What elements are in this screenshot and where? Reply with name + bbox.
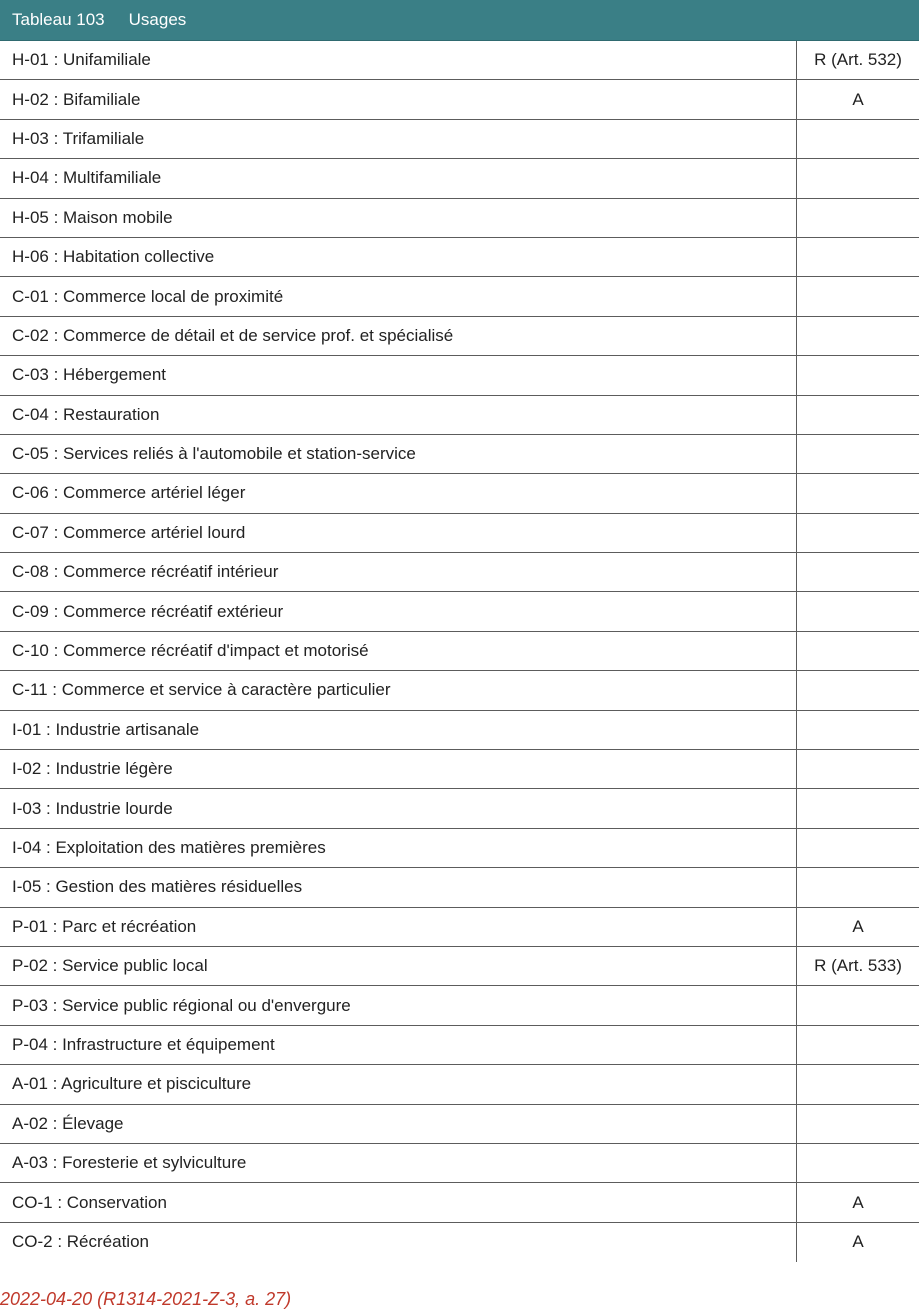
usage-label: I-01 : Industrie artisanale [0,711,797,749]
table-row [0,868,919,907]
table-row [0,317,919,356]
table-row [0,750,919,789]
usage-value: A [852,1232,864,1252]
table-title: Usages [128,10,187,29]
table-row [0,711,919,750]
usage-label: H-06 : Habitation collective [0,238,797,276]
usage-label: C-01 : Commerce local de proximité [0,277,797,315]
usage-value [797,514,919,552]
usage-label: C-11 : Commerce et service à caractère particulier [0,671,797,709]
usage-value [797,592,919,630]
usage-value [797,789,919,827]
usage-label: C-06 : Commerce artériel léger [0,474,797,512]
usage-label: I-04 : Exploitation des matières premières [0,829,797,867]
table-row [0,829,919,868]
usage-value [797,1026,919,1064]
table-row [0,592,919,631]
usage-value [797,1144,919,1182]
usage-value [797,199,919,237]
table-number: Tableau 103 [12,10,105,29]
usage-label: H-05 : Maison mobile [0,199,797,237]
usage-value [797,277,919,315]
table-row [0,514,919,553]
table-row [0,789,919,828]
usage-label: I-03 : Industrie lourde [0,789,797,827]
usage-value [797,317,919,355]
usage-value [797,238,919,276]
table-row [0,159,919,198]
usage-value: A [852,89,864,109]
usage-label: P-03 : Service public régional ou d'envergure [0,986,797,1024]
table-row [0,277,919,316]
table-row [0,1026,919,1065]
table-row [0,908,919,947]
usage-value [797,986,919,1024]
table-row [0,1144,919,1183]
table-row [0,356,919,395]
usage-value: A [852,916,864,936]
usage-label: I-05 : Gestion des matières résiduelles [0,868,797,906]
usage-value [797,671,919,709]
usage-label: C-05 : Services reliés à l'automobile et station-service [0,435,797,473]
usage-label: C-10 : Commerce récréatif d'impact et motorisé [0,632,797,670]
usage-value [797,1065,919,1103]
table-row [0,1223,919,1262]
usage-value [797,474,919,512]
table-row [0,435,919,474]
usage-label: C-02 : Commerce de détail et de service prof. et spécialisé [0,317,797,355]
usage-value: A [852,1192,864,1212]
usage-value [797,159,919,197]
usage-label: C-04 : Restauration [0,396,797,434]
usage-value [797,829,919,867]
table-row [0,1105,919,1144]
usage-label: H-02 : Bifamiliale [0,80,797,118]
amendment-footnote: 2022-04-20 (R1314-2021-Z-3, a. 27) [0,1289,292,1309]
table-row [0,238,919,277]
usage-label: H-03 : Trifamiliale [0,120,797,158]
usage-label: C-09 : Commerce récréatif extérieur [0,592,797,630]
usage-value [797,711,919,749]
usage-label: H-04 : Multifamiliale [0,159,797,197]
table-body [0,41,919,1262]
table-row [0,986,919,1025]
usage-label: I-02 : Industrie légère [0,750,797,788]
table-row [0,947,919,986]
usage-value [797,120,919,158]
usage-label: A-02 : Élevage [0,1105,797,1143]
usage-label: C-07 : Commerce artériel lourd [0,514,797,552]
table-row [0,671,919,710]
table-row [0,396,919,435]
table-header [0,0,919,41]
table-row [0,199,919,238]
table-row [0,632,919,671]
usage-label: P-04 : Infrastructure et équipement [0,1026,797,1064]
usage-value [797,868,919,906]
usage-value: R (Art. 532) [814,50,902,70]
usage-label: P-01 : Parc et récréation [0,908,797,946]
table-row [0,474,919,513]
usage-value [797,553,919,591]
usage-value [797,396,919,434]
usage-value: R (Art. 533) [814,956,902,976]
table-row [0,1065,919,1104]
usage-value [797,435,919,473]
usage-label: A-03 : Foresterie et sylviculture [0,1144,797,1182]
usage-value [797,356,919,394]
usage-label: CO-2 : Récréation [0,1223,797,1262]
usage-value [797,750,919,788]
table-row [0,80,919,119]
usage-label: C-08 : Commerce récréatif intérieur [0,553,797,591]
usage-label: C-03 : Hébergement [0,356,797,394]
table-row [0,120,919,159]
usage-label: H-01 : Unifamiliale [0,41,797,79]
usage-label: A-01 : Agriculture et pisciculture [0,1065,797,1103]
usage-value [797,632,919,670]
usage-value [797,1105,919,1143]
usage-label: P-02 : Service public local [0,947,797,985]
table-row [0,553,919,592]
table-row [0,41,919,80]
usage-label: CO-1 : Conservation [0,1183,797,1221]
table-row [0,1183,919,1222]
